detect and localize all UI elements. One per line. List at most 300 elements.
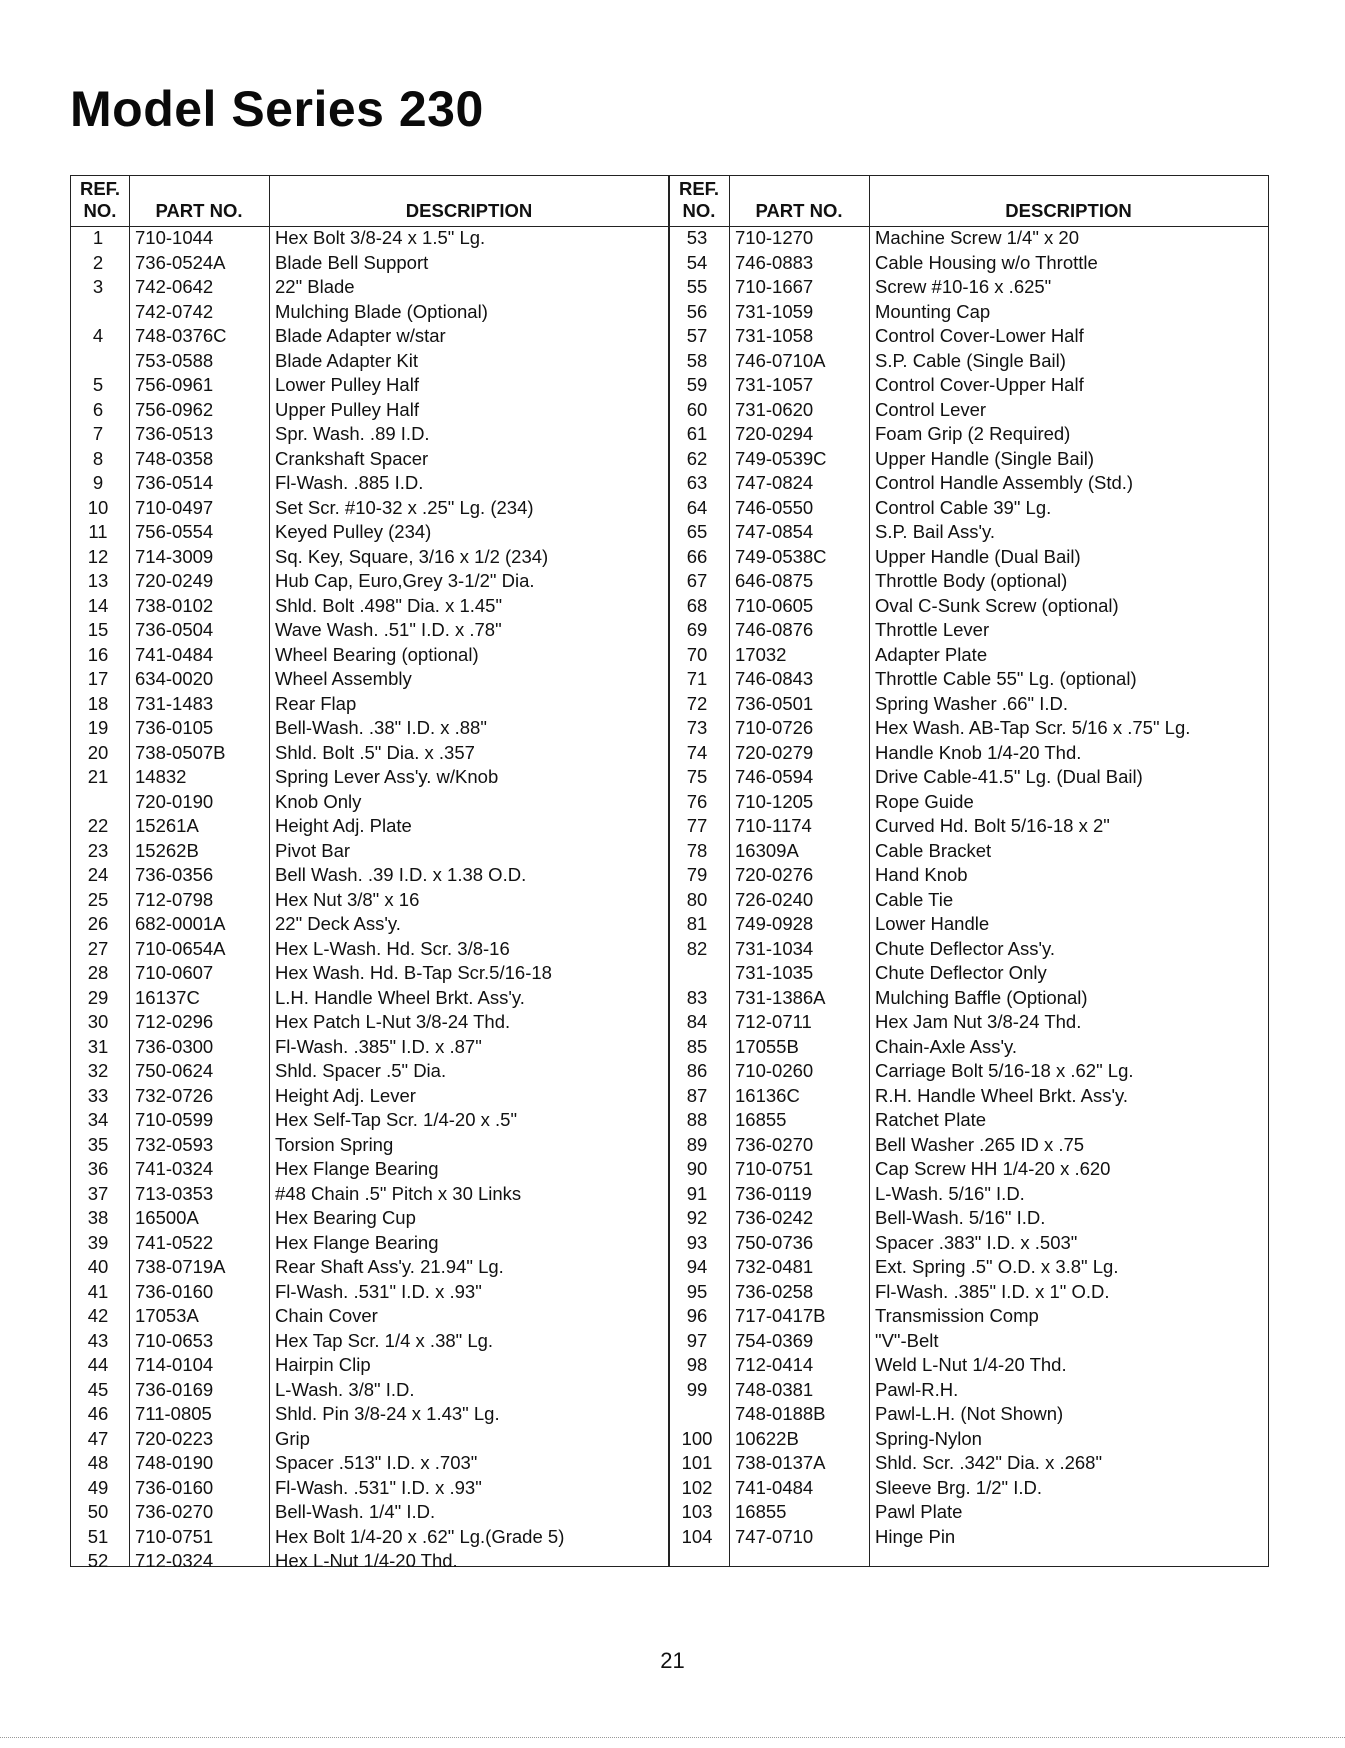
part-description: Adapter Plate bbox=[875, 643, 988, 665]
part-number: 741-0484 bbox=[735, 1476, 814, 1498]
ref-number: 76 bbox=[686, 790, 708, 812]
part-number: 746-0843 bbox=[735, 668, 814, 689]
part-number: 749-0539C bbox=[735, 447, 827, 469]
part-number: 736-0513 bbox=[135, 423, 214, 444]
part-number: 754-0369 bbox=[735, 1329, 814, 1351]
ref-number: 2 bbox=[92, 251, 104, 273]
part-description: Hex Bolt 1/4-20 x .62" Lg.(Grade 5) bbox=[275, 1525, 565, 1547]
part-description: Bell-Wash. .38" I.D. x .88" bbox=[275, 717, 487, 738]
ref-number: 3 bbox=[92, 276, 104, 297]
table-row bbox=[71, 1182, 669, 1207]
ref-number: 77 bbox=[686, 815, 708, 836]
part-description: Height Adj. Plate bbox=[275, 815, 412, 836]
table-row bbox=[669, 1059, 1268, 1084]
part-number: 720-0190 bbox=[135, 790, 214, 812]
part-number: 710-0260 bbox=[735, 1060, 814, 1081]
part-description: Hex Flange Bearing bbox=[275, 1158, 439, 1179]
ref-number: 95 bbox=[686, 1280, 708, 1302]
ref-number: 53 bbox=[686, 227, 708, 248]
part-number: 710-0607 bbox=[135, 962, 214, 983]
part-number: 748-0376C bbox=[135, 325, 227, 346]
table-row bbox=[669, 741, 1268, 766]
part-number: 731-1034 bbox=[735, 937, 814, 959]
part-number: 710-0605 bbox=[735, 594, 814, 616]
part-number: 732-0481 bbox=[735, 1256, 814, 1277]
ref-number: 7 bbox=[92, 423, 104, 444]
part-number: 742-0742 bbox=[135, 300, 214, 322]
part-number: 736-0270 bbox=[135, 1501, 214, 1522]
ref-number: 26 bbox=[87, 913, 109, 934]
ref-number: 89 bbox=[686, 1133, 708, 1155]
part-description: Control Cover-Lower Half bbox=[875, 325, 1084, 346]
table-row bbox=[71, 569, 669, 594]
part-number: 712-0324 bbox=[135, 1550, 214, 1571]
part-description: #48 Chain .5" Pitch x 30 Links bbox=[275, 1182, 522, 1204]
table-row bbox=[71, 300, 669, 325]
ref-number: 75 bbox=[686, 766, 708, 787]
table-row bbox=[71, 1378, 669, 1403]
ref-number: 84 bbox=[686, 1011, 708, 1032]
ref-number: 11 bbox=[88, 521, 108, 542]
part-number: 710-1174 bbox=[735, 815, 812, 836]
table-row bbox=[669, 1427, 1268, 1452]
table-row bbox=[669, 594, 1268, 619]
ref-number: 73 bbox=[686, 717, 708, 738]
ref-number: 35 bbox=[87, 1133, 109, 1155]
table-row bbox=[669, 275, 1268, 300]
part-description: Fl-Wash. .885 I.D. bbox=[275, 472, 424, 493]
part-number: 17055B bbox=[735, 1035, 799, 1057]
table-row bbox=[669, 1500, 1268, 1525]
part-number: 720-0249 bbox=[135, 570, 214, 591]
part-number: 714-3009 bbox=[135, 545, 214, 567]
ref-number: 58 bbox=[686, 349, 708, 371]
part-description: Upper Handle (Dual Bail) bbox=[875, 545, 1081, 567]
part-description: Pawl Plate bbox=[875, 1501, 963, 1522]
part-number: 746-0883 bbox=[735, 251, 814, 273]
ref-number: 93 bbox=[686, 1231, 708, 1253]
ref-number: 27 bbox=[87, 937, 109, 959]
description-header: DESCRIPTION bbox=[405, 200, 533, 221]
part-number: 710-0726 bbox=[735, 717, 814, 738]
ref-number: 52 bbox=[87, 1550, 109, 1571]
part-description: Mulching Baffle (Optional) bbox=[875, 986, 1088, 1008]
part-description: Hex L-Nut 1/4-20 Thd. bbox=[275, 1550, 458, 1571]
ref-number: 13 bbox=[87, 570, 109, 591]
ref-header-line2: NO. bbox=[83, 200, 117, 221]
table-row bbox=[71, 1451, 669, 1476]
ref-number: 24 bbox=[87, 864, 109, 885]
table-row bbox=[71, 765, 669, 790]
part-description: Control Cable 39" Lg. bbox=[875, 496, 1052, 518]
ref-number: 87 bbox=[686, 1084, 708, 1106]
part-description: Upper Pulley Half bbox=[275, 398, 419, 420]
ref-number: 68 bbox=[686, 594, 708, 616]
part-description: Hex L-Wash. Hd. Scr. 3/8-16 bbox=[275, 937, 510, 959]
part-number: 747-0824 bbox=[735, 472, 814, 493]
part-number: 710-1270 bbox=[735, 227, 814, 248]
ref-number: 44 bbox=[87, 1354, 109, 1375]
ref-number: 28 bbox=[87, 962, 109, 983]
part-description: Weld L-Nut 1/4-20 Thd. bbox=[875, 1354, 1067, 1375]
part-number: 710-0497 bbox=[135, 496, 214, 518]
ref-number: 22 bbox=[87, 815, 109, 836]
ref-number: 29 bbox=[87, 986, 109, 1008]
part-description: Shld. Spacer .5" Dia. bbox=[275, 1060, 447, 1081]
part-number: 741-0324 bbox=[135, 1158, 214, 1179]
ref-number: 80 bbox=[686, 888, 708, 910]
part-number: 720-0294 bbox=[735, 423, 814, 444]
part-description: Spacer .513" I.D. x .703" bbox=[275, 1452, 478, 1473]
ref-number: 63 bbox=[686, 472, 708, 493]
part-description: Wave Wash. .51" I.D. x .78" bbox=[275, 619, 502, 640]
table-row bbox=[71, 1500, 669, 1525]
part-number: 748-0358 bbox=[135, 447, 214, 469]
part-number: 710-0654A bbox=[135, 937, 226, 959]
table-row bbox=[71, 594, 669, 619]
part-description: Chain-Axle Ass'y. bbox=[875, 1035, 1017, 1057]
table-header bbox=[71, 176, 669, 227]
table-row bbox=[71, 324, 669, 349]
part-number: 720-0279 bbox=[735, 741, 814, 763]
table-row bbox=[71, 741, 669, 766]
table-row bbox=[669, 1231, 1268, 1256]
table-row bbox=[71, 447, 669, 472]
part-description: Ext. Spring .5" O.D. x 3.8" Lg. bbox=[875, 1256, 1119, 1277]
part-number: 753-0588 bbox=[135, 349, 214, 371]
table-row bbox=[71, 1304, 669, 1329]
part-number: 16137C bbox=[135, 986, 200, 1008]
ref-number: 15 bbox=[87, 619, 109, 640]
ref-number: 81 bbox=[686, 913, 708, 934]
table-row bbox=[71, 1525, 669, 1550]
part-number: 736-0119 bbox=[735, 1182, 812, 1204]
part-description: Hex Self-Tap Scr. 1/4-20 x .5" bbox=[275, 1109, 518, 1130]
part-description: Hex Wash. AB-Tap Scr. 5/16 x .75" Lg. bbox=[875, 717, 1191, 738]
table-row bbox=[669, 1133, 1268, 1158]
part-description: Handle Knob 1/4-20 Thd. bbox=[875, 741, 1082, 763]
ref-number: 8 bbox=[92, 447, 104, 469]
table-row bbox=[669, 888, 1268, 913]
part-number: 731-1058 bbox=[735, 325, 814, 346]
ref-number: 59 bbox=[686, 374, 708, 395]
part-description: Shld. Pin 3/8-24 x 1.43" Lg. bbox=[275, 1403, 500, 1424]
table-row bbox=[71, 937, 669, 962]
part-description: Hinge Pin bbox=[875, 1525, 956, 1547]
ref-number: 104 bbox=[681, 1525, 713, 1547]
table-header bbox=[669, 176, 1268, 227]
table-row bbox=[71, 1280, 669, 1305]
ref-number: 60 bbox=[686, 398, 708, 420]
table-row bbox=[71, 1133, 669, 1158]
ref-number: 25 bbox=[87, 888, 109, 910]
part-number: 682-0001A bbox=[135, 913, 226, 934]
part-number: 15262B bbox=[135, 839, 199, 861]
part-number: 742-0642 bbox=[135, 276, 214, 297]
part-description: Throttle Lever bbox=[875, 619, 990, 640]
table-row bbox=[669, 1157, 1268, 1182]
part-description: Hand Knob bbox=[875, 864, 968, 885]
table-row bbox=[71, 1402, 669, 1427]
part-description: Fl-Wash. .385" I.D. x .87" bbox=[275, 1035, 482, 1057]
part-number: 756-0961 bbox=[135, 374, 214, 395]
part-description: Cap Screw HH 1/4-20 x .620 bbox=[875, 1158, 1111, 1179]
part-number: 738-0507B bbox=[135, 741, 226, 763]
part-description: Control Handle Assembly (Std.) bbox=[875, 472, 1134, 493]
ref-number: 72 bbox=[686, 692, 708, 714]
part-number: 756-0554 bbox=[135, 521, 214, 542]
ref-number: 91 bbox=[686, 1182, 708, 1204]
table-row bbox=[71, 1231, 669, 1256]
ref-number: 30 bbox=[87, 1011, 109, 1032]
part-number: 750-0624 bbox=[135, 1060, 214, 1081]
table-row bbox=[669, 692, 1268, 717]
parts-table-left bbox=[70, 175, 670, 1571]
part-description: Pivot Bar bbox=[275, 839, 351, 861]
part-number: 756-0962 bbox=[135, 398, 214, 420]
table-row bbox=[669, 251, 1268, 276]
table-row bbox=[669, 422, 1268, 447]
table-row bbox=[669, 300, 1268, 325]
table-row bbox=[669, 863, 1268, 888]
table-row bbox=[669, 814, 1268, 839]
part-description: Upper Handle (Single Bail) bbox=[875, 447, 1095, 469]
ref-number: 36 bbox=[87, 1158, 109, 1179]
ref-number: 43 bbox=[87, 1329, 109, 1351]
parts-table-right bbox=[668, 175, 1269, 1567]
part-number: 748-0381 bbox=[735, 1378, 814, 1400]
table-row bbox=[669, 1206, 1268, 1231]
part-number: 736-0514 bbox=[135, 472, 214, 493]
table-row bbox=[71, 349, 669, 374]
part-description: Shld. Bolt .498" Dia. x 1.45" bbox=[275, 594, 503, 616]
part-description: Shld. Scr. .342" Dia. x .268" bbox=[875, 1452, 1103, 1473]
part-number: 713-0353 bbox=[135, 1182, 214, 1204]
part-number: 736-0160 bbox=[135, 1476, 214, 1498]
table-row bbox=[669, 373, 1268, 398]
part-description: Spring Lever Ass'y. w/Knob bbox=[275, 766, 499, 787]
part-description: Hex Jam Nut 3/8-24 Thd. bbox=[875, 1011, 1082, 1032]
part-number: 748-0188B bbox=[735, 1403, 826, 1424]
table-row bbox=[71, 814, 669, 839]
part-description: Rope Guide bbox=[875, 790, 974, 812]
ref-number: 82 bbox=[686, 937, 708, 959]
part-number: 711-0805 bbox=[135, 1403, 212, 1424]
part-description: R.H. Handle Wheel Brkt. Ass'y. bbox=[875, 1084, 1129, 1106]
ref-number: 88 bbox=[686, 1109, 708, 1130]
part-number: 736-0501 bbox=[735, 692, 814, 714]
table-row bbox=[669, 1182, 1268, 1207]
table-row bbox=[71, 888, 669, 913]
part-description: Set Scr. #10-32 x .25" Lg. (234) bbox=[275, 496, 534, 518]
ref-number: 62 bbox=[686, 447, 708, 469]
table-row bbox=[71, 790, 669, 815]
part-description: Spacer .383" I.D. x .503" bbox=[875, 1231, 1078, 1253]
part-description: Bell Wash. .39 I.D. x 1.38 O.D. bbox=[275, 864, 527, 885]
part-description: Chain Cover bbox=[275, 1305, 378, 1326]
ref-number: 33 bbox=[87, 1084, 109, 1106]
part-description: Transmission Comp bbox=[875, 1305, 1039, 1326]
table-row bbox=[71, 839, 669, 864]
part-description: Screw #10-16 x .625" bbox=[875, 276, 1052, 297]
table-row bbox=[669, 1353, 1268, 1378]
table-row bbox=[669, 986, 1268, 1011]
ref-number: 86 bbox=[686, 1060, 708, 1081]
part-description: Spring-Nylon bbox=[875, 1427, 982, 1449]
table-row bbox=[71, 986, 669, 1011]
part-number: 732-0726 bbox=[135, 1084, 214, 1106]
ref-number: 69 bbox=[686, 619, 708, 640]
table-row bbox=[669, 1280, 1268, 1305]
part-description: Drive Cable-41.5" Lg. (Dual Bail) bbox=[875, 766, 1143, 787]
part-number: 748-0190 bbox=[135, 1452, 214, 1473]
table-row bbox=[669, 790, 1268, 815]
table-row bbox=[669, 618, 1268, 643]
part-description: Cable Housing w/o Throttle bbox=[875, 251, 1098, 273]
table-row bbox=[669, 961, 1268, 986]
part-number: 712-0414 bbox=[735, 1354, 814, 1375]
table-row bbox=[71, 1329, 669, 1354]
part-number: 749-0928 bbox=[735, 913, 814, 934]
page-number: 21 bbox=[660, 1648, 685, 1673]
part-number: 746-0710A bbox=[735, 349, 826, 371]
table-row bbox=[669, 716, 1268, 741]
part-description: Foam Grip (2 Required) bbox=[875, 423, 1071, 444]
part-number: 16136C bbox=[735, 1084, 800, 1106]
table-row bbox=[669, 471, 1268, 496]
part-description: Hex Wash. Hd. B-Tap Scr.5/16-18 bbox=[275, 962, 552, 983]
ref-number: 9 bbox=[92, 472, 104, 493]
table-row bbox=[669, 1304, 1268, 1329]
table-row bbox=[71, 520, 669, 545]
table-row bbox=[71, 496, 669, 521]
part-description: Lower Handle bbox=[875, 913, 990, 934]
part-description: Grip bbox=[275, 1427, 310, 1449]
ref-number: 94 bbox=[686, 1256, 708, 1277]
table-row bbox=[71, 716, 669, 741]
table-row bbox=[71, 1059, 669, 1084]
ref-header-line1: REF. bbox=[678, 178, 720, 199]
part-description: Keyed Pulley (234) bbox=[275, 521, 432, 542]
part-description: Pawl-R.H. bbox=[875, 1378, 959, 1400]
part-number: 736-0258 bbox=[735, 1280, 814, 1302]
ref-number: 46 bbox=[87, 1403, 109, 1424]
part-number: 736-0300 bbox=[135, 1035, 214, 1057]
part-no-header: PART NO. bbox=[155, 200, 243, 221]
part-description: L.H. Handle Wheel Brkt. Ass'y. bbox=[275, 986, 525, 1008]
ref-number: 18 bbox=[87, 692, 109, 714]
table-row bbox=[669, 765, 1268, 790]
part-number: 731-1386A bbox=[735, 986, 826, 1008]
table-row bbox=[669, 349, 1268, 374]
table-row bbox=[669, 1476, 1268, 1501]
part-number: 720-0276 bbox=[735, 864, 814, 885]
part-description: Control Lever bbox=[875, 398, 987, 420]
table-row bbox=[71, 471, 669, 496]
table-row bbox=[669, 1329, 1268, 1354]
ref-number: 101 bbox=[681, 1452, 713, 1473]
ref-header-line2: NO. bbox=[682, 200, 716, 221]
part-number: 726-0240 bbox=[735, 888, 814, 910]
part-no-header: PART NO. bbox=[755, 200, 843, 221]
part-number: 710-1205 bbox=[735, 790, 814, 812]
ref-number: 96 bbox=[686, 1305, 708, 1326]
part-description: 22" Blade bbox=[275, 276, 355, 297]
part-description: Height Adj. Lever bbox=[275, 1084, 416, 1106]
part-description: Hairpin Clip bbox=[275, 1354, 371, 1375]
ref-number: 85 bbox=[686, 1035, 708, 1057]
part-number: 712-0711 bbox=[735, 1011, 812, 1032]
part-description: S.P. Cable (Single Bail) bbox=[875, 349, 1066, 371]
table-row bbox=[669, 1378, 1268, 1403]
ref-number: 90 bbox=[686, 1158, 708, 1179]
part-number: 720-0223 bbox=[135, 1427, 214, 1449]
table-row bbox=[71, 863, 669, 888]
part-description: Cable Bracket bbox=[875, 839, 992, 861]
part-description: Wheel Bearing (optional) bbox=[275, 643, 479, 665]
part-number: 746-0876 bbox=[735, 619, 814, 640]
ref-number: 38 bbox=[87, 1207, 109, 1228]
part-number: 749-0538C bbox=[735, 545, 827, 567]
part-description: Mounting Cap bbox=[875, 300, 991, 322]
ref-number: 74 bbox=[686, 741, 708, 763]
ref-number: 42 bbox=[87, 1305, 109, 1326]
part-number: 17032 bbox=[735, 643, 787, 665]
part-number: 732-0593 bbox=[135, 1133, 214, 1155]
ref-number: 66 bbox=[686, 545, 708, 567]
table-row bbox=[669, 667, 1268, 692]
part-number: 731-1057 bbox=[735, 374, 814, 395]
ref-number: 41 bbox=[87, 1280, 109, 1302]
table-row bbox=[71, 667, 669, 692]
parts-rows-left bbox=[71, 226, 669, 1574]
table-row bbox=[71, 912, 669, 937]
ref-number: 103 bbox=[681, 1501, 713, 1522]
ref-number: 1 bbox=[92, 227, 104, 248]
part-description: Ratchet Plate bbox=[875, 1109, 987, 1130]
part-description: 22" Deck Ass'y. bbox=[275, 913, 401, 934]
part-description: "V"-Belt bbox=[875, 1329, 939, 1351]
part-number: 714-0104 bbox=[135, 1354, 214, 1375]
part-description: Blade Adapter Kit bbox=[275, 349, 418, 371]
table-row bbox=[669, 496, 1268, 521]
table-row bbox=[669, 1402, 1268, 1427]
part-number: 746-0550 bbox=[735, 496, 814, 518]
part-number: 710-1044 bbox=[135, 227, 214, 248]
table-row bbox=[71, 1010, 669, 1035]
ref-number: 32 bbox=[87, 1060, 109, 1081]
ref-number: 23 bbox=[87, 839, 109, 861]
ref-number: 14 bbox=[87, 594, 109, 616]
part-number: 746-0594 bbox=[735, 766, 814, 787]
part-number: 731-0620 bbox=[735, 398, 814, 420]
table-row bbox=[71, 545, 669, 570]
table-row bbox=[71, 422, 669, 447]
part-description: Crankshaft Spacer bbox=[275, 447, 429, 469]
table-row bbox=[71, 643, 669, 668]
part-number: 747-0854 bbox=[735, 521, 814, 542]
part-description: Torsion Spring bbox=[275, 1133, 394, 1155]
table-row bbox=[71, 1108, 669, 1133]
ref-number: 64 bbox=[686, 496, 708, 518]
ref-number: 34 bbox=[87, 1109, 109, 1130]
ref-number: 4 bbox=[92, 325, 104, 346]
ref-number: 5 bbox=[92, 374, 104, 395]
table-row bbox=[669, 1525, 1268, 1550]
ref-number: 47 bbox=[87, 1427, 109, 1449]
part-number: 736-0356 bbox=[135, 864, 214, 885]
part-number: 712-0296 bbox=[135, 1011, 214, 1032]
